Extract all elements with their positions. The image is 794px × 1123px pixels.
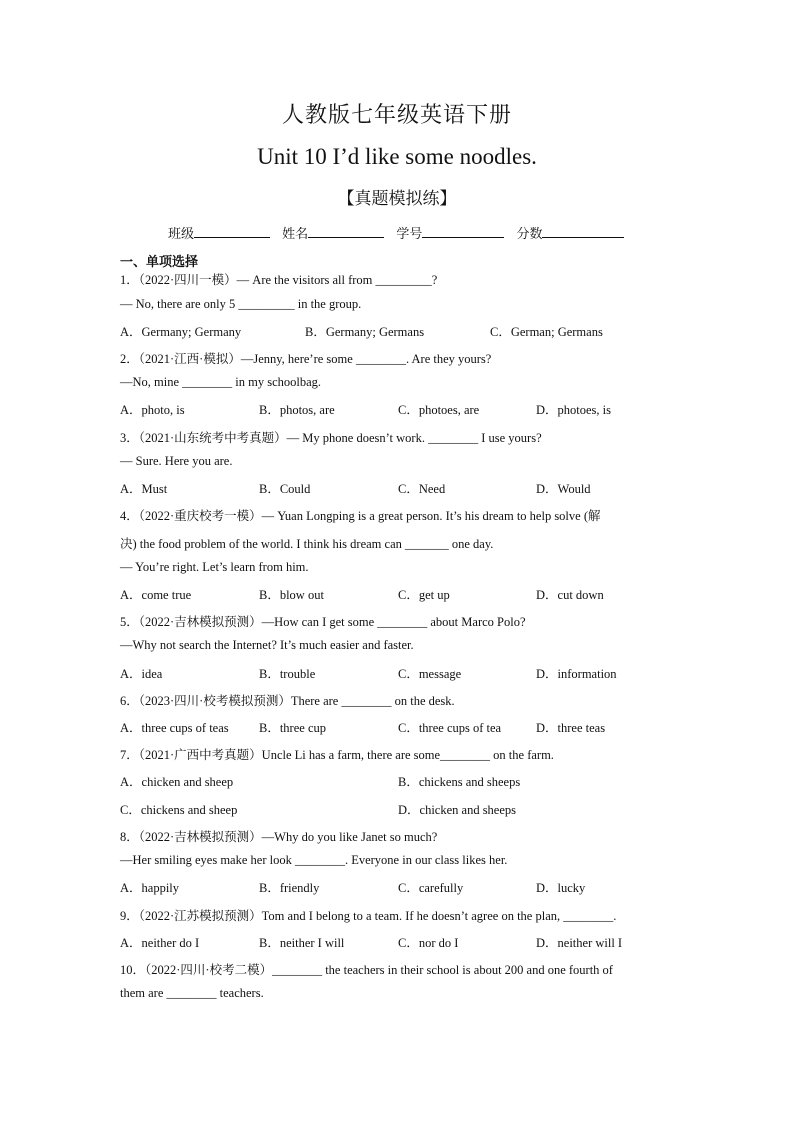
question-1-line-1: 1．（2022·四川一模）— Are the visitors all from _________? bbox=[120, 273, 438, 287]
question-4-option-d[interactable]: D．cut down bbox=[536, 588, 604, 602]
question-7-option-a[interactable]: A．chicken and sheep bbox=[120, 775, 234, 789]
question-7-line-1: 7．（2021·广西中考真题）Uncle Li has a farm, there are some________ on the farm. bbox=[120, 748, 554, 762]
question-3-line-2: — Sure. Here you are. bbox=[120, 454, 233, 468]
question-9-option-b[interactable]: B．neither I will bbox=[259, 936, 345, 950]
document-title-english: Unit 10 I’d like some noodles. bbox=[257, 144, 537, 169]
number-blank[interactable] bbox=[422, 223, 504, 238]
question-5-line-2: —Why not search the Internet? It’s much easier and faster. bbox=[120, 638, 414, 652]
question-1-line-2: — No, there are only 5 _________ in the group. bbox=[120, 297, 362, 311]
question-3-option-b[interactable]: B．Could bbox=[259, 482, 311, 496]
question-8-option-c[interactable]: C．carefully bbox=[398, 881, 464, 895]
question-9-option-d[interactable]: D．neither will I bbox=[536, 936, 623, 950]
score-label: 分数 bbox=[516, 227, 543, 242]
question-9-line-1: 9．（2022·江苏模拟预测）Tom and I belong to a team. If he doesn’t agree on the plan, ________. bbox=[120, 909, 617, 923]
question-10-line-2: them are ________ teachers. bbox=[120, 986, 264, 1000]
question-5-option-a[interactable]: A．idea bbox=[120, 667, 163, 681]
question-9-option-c[interactable]: C．nor do I bbox=[398, 936, 459, 950]
question-5-option-d[interactable]: D．information bbox=[536, 667, 617, 681]
question-2-option-a[interactable]: A．photo, is bbox=[120, 403, 185, 417]
question-5-option-b[interactable]: B．trouble bbox=[259, 667, 316, 681]
class-label: 班级 bbox=[168, 227, 195, 242]
section-title: 一、单项选择 bbox=[120, 255, 199, 270]
question-4-line-3: — You’re right. Let’s learn from him. bbox=[120, 560, 309, 574]
name-label: 姓名 bbox=[282, 227, 309, 242]
score-blank[interactable] bbox=[542, 223, 624, 238]
question-2-line-1: 2．（2021·江西·模拟）—Jenny, here’re some ________. Are they yours? bbox=[120, 352, 492, 366]
question-2-line-2: —No, mine ________ in my schoolbag. bbox=[120, 375, 322, 389]
question-2-option-b[interactable]: B．photos, are bbox=[259, 403, 335, 417]
question-2-option-d[interactable]: D．photoes, is bbox=[536, 403, 612, 417]
question-5-line-1: 5．（2022·吉林模拟预测）—How can I get some ________ about Marco Polo? bbox=[120, 615, 526, 629]
question-4-line-1: 4．（2022·重庆校考一模）— Yuan Longping is a great person. It’s his dream to help solve (解 bbox=[120, 509, 601, 523]
question-4-option-b[interactable]: B．blow out bbox=[259, 588, 324, 602]
question-5-option-c[interactable]: C．message bbox=[398, 667, 462, 681]
question-4-option-c[interactable]: C．get up bbox=[398, 588, 450, 602]
question-2-option-c[interactable]: C．photoes, are bbox=[398, 403, 480, 417]
name-blank[interactable] bbox=[308, 223, 384, 238]
question-3-option-a[interactable]: A．Must bbox=[120, 482, 168, 496]
question-3-option-d[interactable]: D．Would bbox=[536, 482, 591, 496]
question-7-option-d[interactable]: D．chicken and sheeps bbox=[398, 803, 517, 817]
question-1-option-b[interactable]: B．Germany; Germans bbox=[305, 325, 425, 339]
question-6-option-a[interactable]: A．three cups of teas bbox=[120, 721, 229, 735]
question-6-option-c[interactable]: C．three cups of tea bbox=[398, 721, 502, 735]
question-1-option-a[interactable]: A．Germany; Germany bbox=[120, 325, 242, 339]
question-8-option-d[interactable]: D．lucky bbox=[536, 881, 586, 895]
question-8-line-1: 8．（2022·吉林模拟预测）—Why do you like Janet so much? bbox=[120, 830, 438, 844]
question-6-line-1: 6．（2023·四川·校考模拟预测）There are ________ on the desk. bbox=[120, 694, 455, 708]
question-7-option-b[interactable]: B．chickens and sheeps bbox=[398, 775, 521, 789]
question-8-option-b[interactable]: B．friendly bbox=[259, 881, 320, 895]
question-8-option-a[interactable]: A．happily bbox=[120, 881, 180, 895]
question-9-option-a[interactable]: A．neither do I bbox=[120, 936, 200, 950]
question-4-line-2: 决) the food problem of the world. I think his dream can _______ one day. bbox=[120, 537, 494, 551]
question-6-option-b[interactable]: B．three cup bbox=[259, 721, 326, 735]
question-7-option-c[interactable]: C．chickens and sheep bbox=[120, 803, 238, 817]
question-10-line-1: 10．（2022·四川·校考二模）________ the teachers in their school is about 200 and one fourth of bbox=[120, 963, 613, 977]
question-8-line-2: —Her smiling eyes make her look ________. Everyone in our class likes her. bbox=[120, 853, 508, 867]
class-blank[interactable] bbox=[194, 223, 270, 238]
document-subtitle: 【真题模拟练】 bbox=[337, 189, 457, 209]
question-1-option-c[interactable]: C．German; Germans bbox=[490, 325, 603, 339]
number-label: 学号 bbox=[396, 227, 423, 242]
question-6-option-d[interactable]: D．three teas bbox=[536, 721, 606, 735]
question-4-option-a[interactable]: A．come true bbox=[120, 588, 192, 602]
student-info-row bbox=[168, 223, 632, 242]
question-3-option-c[interactable]: C．Need bbox=[398, 482, 446, 496]
question-3-line-1: 3．（2021·山东统考中考真题）— My phone doesn’t work. ________ I use yours? bbox=[120, 431, 542, 445]
document-title-chinese: 人教版七年级英语下册 bbox=[281, 103, 512, 128]
